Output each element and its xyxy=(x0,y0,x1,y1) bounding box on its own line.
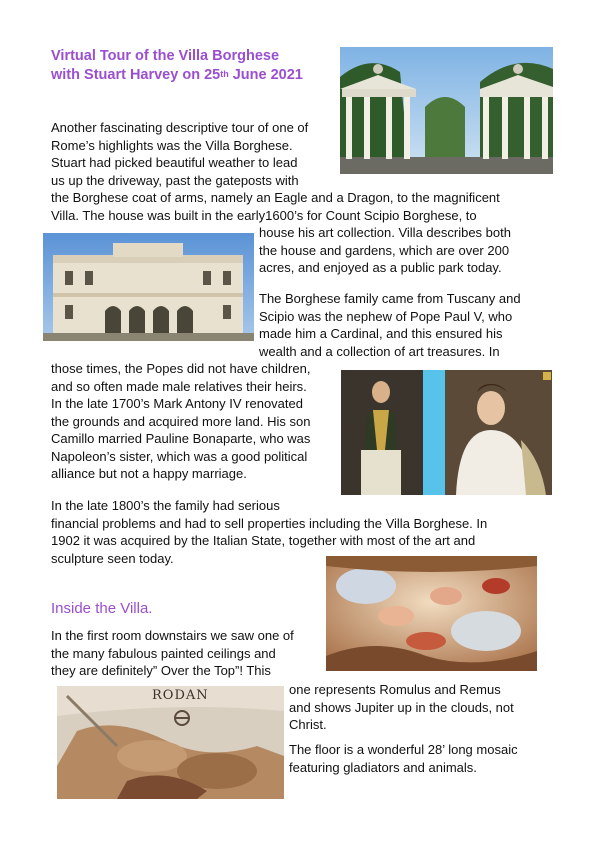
title-line-2: with Stuart Harvey on 25th June 2021 xyxy=(51,67,303,83)
section-heading-inside-villa: Inside the Villa. xyxy=(51,600,153,617)
title-line-1: Virtual Tour of the Villa Borghese xyxy=(51,48,280,64)
paragraph-intro-top: Another fascinating descriptive tour of one of Rome’s highlights was the Villa Borghese. Stuart had picked beautiful weather to lead us up the driveway, past the gateposts with the Borghese coat of arms, namely an Eagle and a Dragon, to the magnificent Villa. The house was built in the early1600’s for Count Scipio Borghese, to xyxy=(51,120,500,223)
ceiling-painting-photo xyxy=(326,556,537,671)
paragraph-intro-wrap: house his art collection. Villa describes both the house and gardens, which are over 200 acres, and enjoyed as a public park today. xyxy=(259,225,511,275)
mosaic-inscription: RODAN xyxy=(152,688,209,703)
villa-photo xyxy=(43,233,254,341)
paragraph-decline: In the late 1800’s the family had serious financial problems and had to sell properties including the Villa Borghese. In 1902 it was acquired by the Italian State, together with most of the art and sculpture seen today. xyxy=(51,498,488,566)
paragraph-mosaic: The floor is a wonderful 28’ long mosaic featuring gladiators and animals. xyxy=(289,742,518,775)
paragraph-ceiling-wrap: one represents Romulus and Remus and shows Jupiter up in the clouds, not Christ. xyxy=(289,682,514,732)
mosaic-photo xyxy=(57,686,284,799)
paragraph-family-wrap: The Borghese family came from Tuscany and Scipio was the nephew of Pope Paul V, who made him a Cardinal, and this ensured his wealth and a collection of art treasures. In xyxy=(259,291,521,359)
page-title xyxy=(51,47,303,85)
paragraph-family: those times, the Popes did not have children, and so often made male relatives their heirs. In the late 1700’s Mark Antony IV renovated the grounds and acquired more land. His son Camillo married Pauline Bonaparte, who was Napoleon’s sister, which was a good political alliance but not a happy marriage. xyxy=(51,361,311,481)
paragraph-ceiling: In the first room downstairs we saw one of the many fabulous painted ceilings and they are definitely” Over the Top”! This xyxy=(51,628,294,678)
portraits-photo xyxy=(341,370,552,495)
